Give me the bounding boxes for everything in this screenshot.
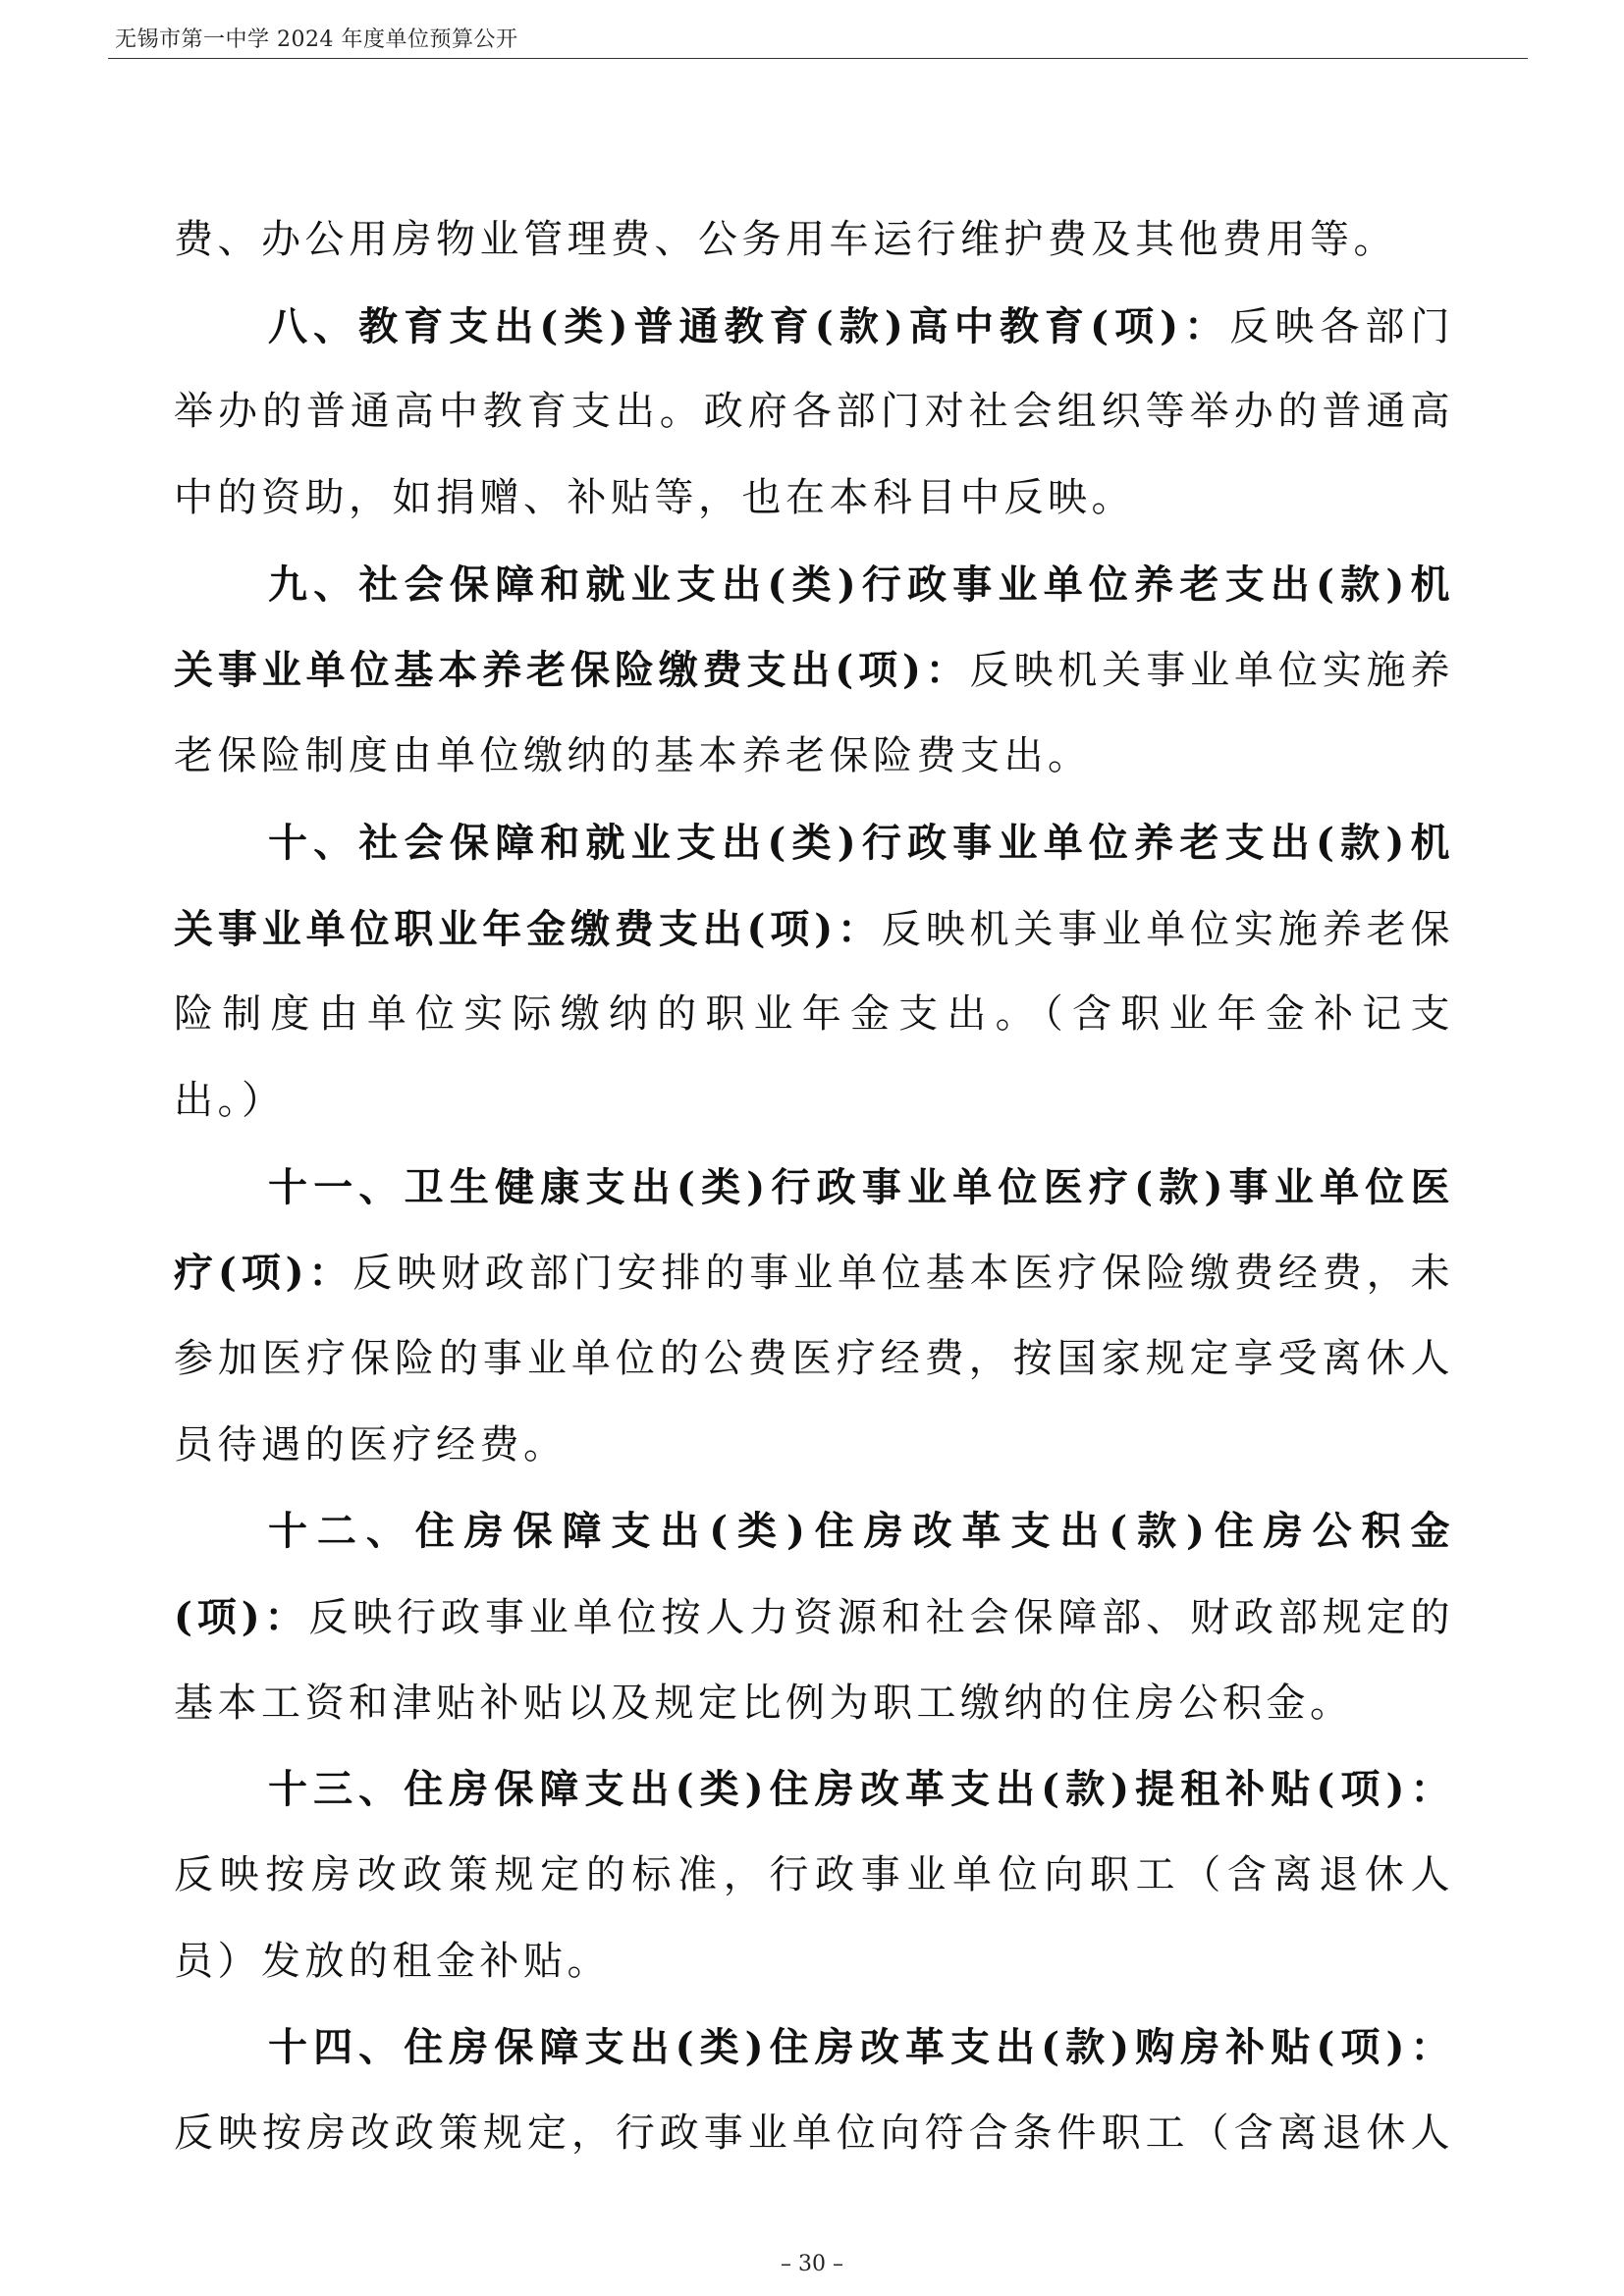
item-heading: 十二、住房保障支出(类)住房改革支出(款)住房公积金 <box>268 1508 1454 1555</box>
document-body <box>174 197 1454 2177</box>
item-heading: 疗(项)： <box>174 1250 353 1297</box>
text-line <box>174 2091 1454 2177</box>
page-number: – 30 – <box>781 2252 843 2276</box>
item-description: 基本工资和津贴补贴以及规定比例为职工缴纳的住房公积金。 <box>174 1680 1354 1726</box>
budget-item-11 <box>174 1145 1454 1489</box>
text-line <box>174 1058 1454 1145</box>
text-line <box>174 369 1454 455</box>
header-title: 无锡市第一中学 2024 年度单位预算公开 <box>115 27 518 52</box>
item-description: 反映机关事业单位实施养 <box>969 648 1454 694</box>
text-line <box>174 542 1454 628</box>
item-description: 举办的普通高中教育支出。政府各部门对社会组织等举办的普通高 <box>174 389 1454 435</box>
budget-item-8 <box>174 284 1454 542</box>
text-line <box>174 714 1454 800</box>
item-description: 反映财政部门安排的事业单位基本医疗保险缴费经费，未 <box>352 1251 1454 1297</box>
text-line <box>174 1230 1454 1316</box>
header-rule <box>108 58 1528 59</box>
item-description: 员待遇的医疗经费。 <box>174 1421 568 1468</box>
budget-item-13 <box>174 1746 1454 2004</box>
text-line <box>174 972 1454 1058</box>
budget-item-14 <box>174 2004 1454 2176</box>
item-heading: 十、社会保障和就业支出(类)行政事业单位养老支出(款)机 <box>268 819 1454 866</box>
item-description: 反映机关事业单位实施养老保 <box>881 906 1454 952</box>
text-line <box>174 1919 1454 2005</box>
text-line <box>174 1403 1454 1489</box>
item-heading: (项)： <box>174 1594 309 1640</box>
item-description: 反映按房改政策规定，行政事业单位向符合条件职工（含离退休人 <box>174 2110 1454 2157</box>
item-heading: 九、社会保障和就业支出(类)行政事业单位养老支出(款)机 <box>268 561 1454 608</box>
item-heading: 关事业单位基本养老保险缴费支出(项)： <box>174 647 970 694</box>
text-line <box>174 1316 1454 1403</box>
paragraph-continuation <box>174 197 1454 284</box>
item-description: 员）发放的租金补贴。 <box>174 1938 611 1984</box>
text-line <box>174 1488 1454 1575</box>
budget-item-10 <box>174 800 1454 1145</box>
item-heading: 十三、住房保障支出(类)住房改革支出(款)提租补贴(项)： <box>268 1766 1454 1813</box>
item-description: 险制度由单位实际缴纳的职业年金支出。（含职业年金补记支 <box>174 991 1454 1038</box>
text-line <box>174 1833 1454 1919</box>
text-line <box>174 886 1454 973</box>
text-line <box>174 1661 1454 1747</box>
item-heading: 十四、住房保障支出(类)住房改革支出(款)购房补贴(项)： <box>268 2024 1454 2071</box>
text-line <box>174 197 1454 284</box>
item-description: 反映各部门 <box>1229 303 1454 349</box>
item-description: 参加医疗保险的事业单位的公费医疗经费，按国家规定享受离休人 <box>174 1335 1454 1381</box>
item-heading: 关事业单位职业年金缴费支出(项)： <box>174 905 882 952</box>
item-description: 出。） <box>174 1077 286 1123</box>
item-description: 反映按房改政策规定的标准，行政事业单位向职工（含离退休人 <box>174 1852 1454 1898</box>
item-description: 老保险制度由单位缴纳的基本养老保险费支出。 <box>174 733 1092 779</box>
text-line <box>174 627 1454 714</box>
text-line <box>174 1145 1454 1231</box>
item-heading: 十一、卫生健康支出(类)行政事业单位医疗(款)事业单位医 <box>268 1163 1454 1210</box>
text-line <box>174 2004 1454 2091</box>
budget-item-9 <box>174 542 1454 800</box>
item-heading: 八、教育支出(类)普通教育(款)高中教育(项)： <box>268 302 1230 349</box>
item-description: 反映行政事业单位按人力资源和社会保障部、财政部规定的 <box>308 1595 1454 1640</box>
text-line <box>174 1746 1454 1833</box>
budget-item-12 <box>174 1488 1454 1746</box>
item-description: 中的资助，如捐赠、补贴等，也在本科目中反映。 <box>174 475 1135 521</box>
text-line <box>174 284 1454 370</box>
text-line <box>174 800 1454 886</box>
item-description: 费、办公用房物业管理费、公务用车运行维护费及其他费用等。 <box>174 217 1397 262</box>
text-line <box>174 1575 1454 1661</box>
text-line <box>174 455 1454 542</box>
